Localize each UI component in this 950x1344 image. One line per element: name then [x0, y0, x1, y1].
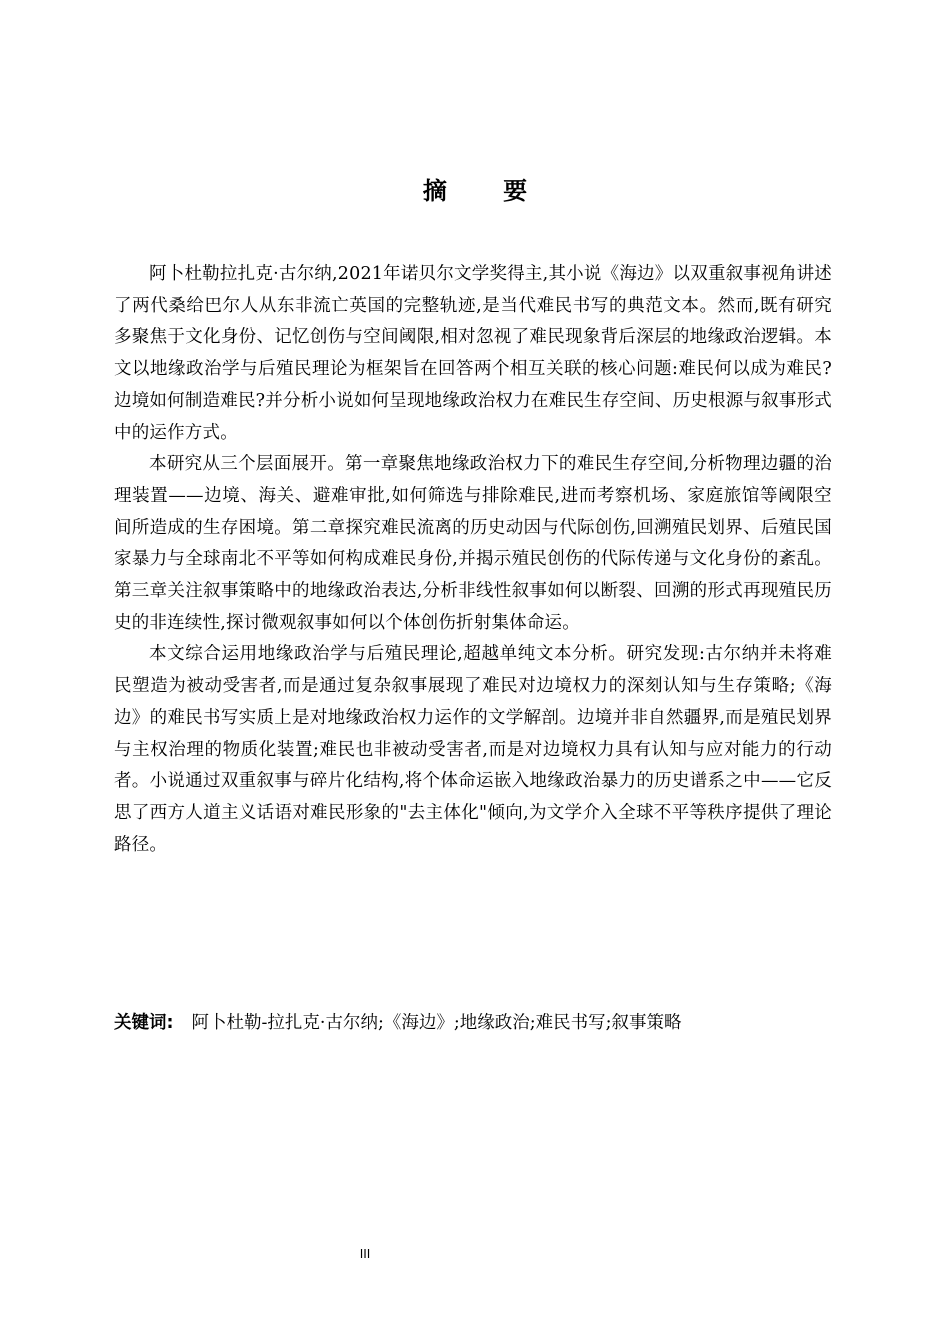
page-number: III: [359, 1247, 371, 1261]
keywords-label: 关键词:: [114, 1013, 174, 1033]
page-title: 摘 要: [422, 177, 552, 205]
abstract-paragraph-3: 本文综合运用地缘政治学与后殖民理论,超越单纯文本分析。研究发现:古尔纳并未将难民塑造为被动受害者,而是通过复杂叙事展现了难民对边境权力的深刻认知与生存策略;《海边》的难民书写实质上是对地缘政治权力运作的文学解剖。边境并非自然疆界,而是殖民划界与主权治理的物质化装置;难民也非被动受害者,而是对边境权力具有认知与应对能力的行动者。小说通过双重叙事与碎片化结构,将个体命运嵌入地缘政治暴力的历史谱系之中——它反思了西方人道主义话语对难民形象的"去主体化"倾向,为文学介入全球不平等秩序提供了理论路径。: [114, 644, 832, 855]
keywords-line: [114, 1008, 834, 1038]
abstract-paragraph-1: 阿卜杜勒拉扎克·古尔纳,2021年诺贝尔文学奖得主,其小说《海边》以双重叙事视角讲述了两代桑给巴尔人从东非流亡英国的完整轨迹,是当代难民书写的典范文本。然而,既有研究多聚焦于文化身份、记忆创伤与空间阈限,相对忽视了难民现象背后深层的地缘政治逻辑。本文以地缘政治学与后殖民理论为框架旨在回答两个相互关联的核心问题:难民何以成为难民?边境如何制造难民?并分析小说如何呈现地缘政治权力在难民生存空间、历史根源与叙事形式中的运作方式。: [114, 264, 832, 443]
abstract-body: [114, 259, 832, 861]
keywords-text: 阿卜杜勒-拉扎克·古尔纳;《海边》;地缘政治;难民书写;叙事策略: [191, 1013, 682, 1033]
abstract-paragraph-2: 本研究从三个层面展开。第一章聚焦地缘政治权力下的难民生存空间,分析物理边疆的治理装置——边境、海关、避难审批,如何筛选与排除难民,进而考察机场、家庭旅馆等阈限空间所造成的生存困境。第二章探究难民流离的历史动因与代际创伤,回溯殖民划界、后殖民国家暴力与全球南北不平等如何构成难民身份,并揭示殖民创伤的代际传递与文化身份的紊乱。第三章关注叙事策略中的地缘政治表达,分析非线性叙事如何以断裂、回溯的形式再现殖民历史的非连续性,探讨微观叙事如何以个体创伤折射集体命运。: [114, 454, 832, 633]
